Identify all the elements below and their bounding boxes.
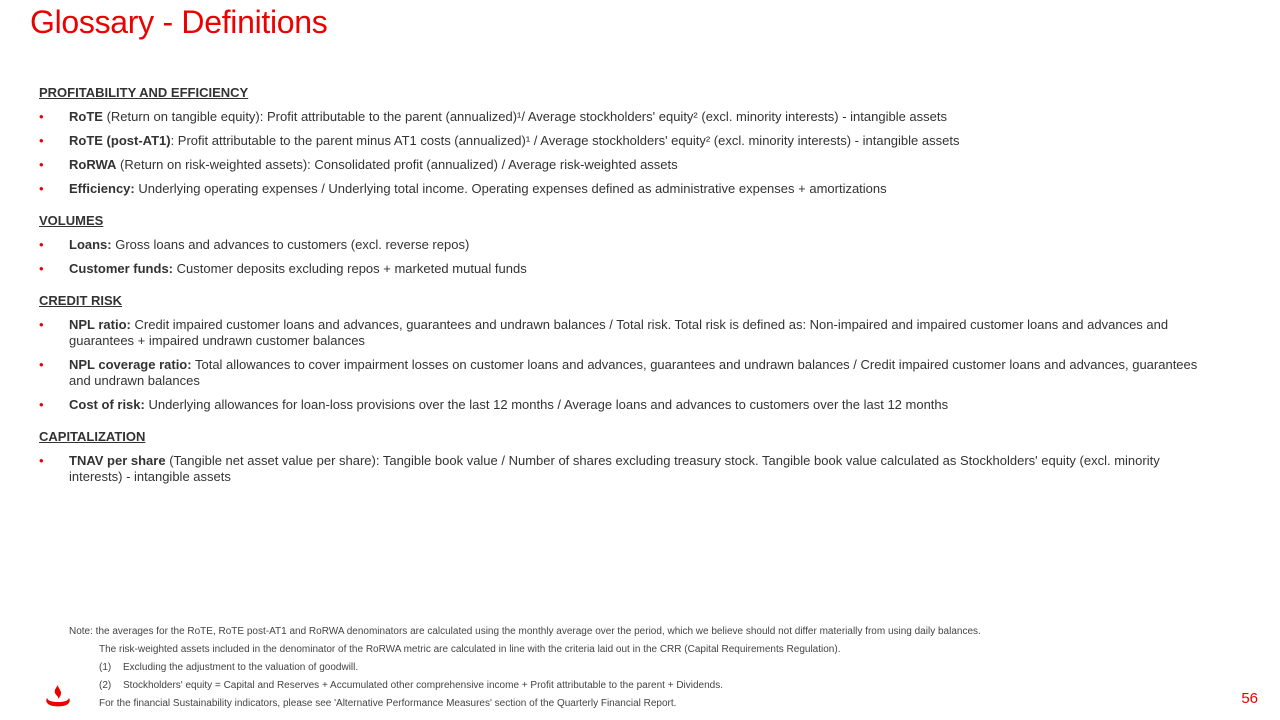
term: NPL ratio: [69,317,131,332]
term: RoTE (post-AT1) [69,133,171,148]
santander-flame-icon [44,684,72,708]
definition: Underlying allowances for loan-loss provisions over the last 12 months / Average loans and advances to customers over the last 12 months [144,397,949,412]
definition: Total allowances to cover impairment losses on customer loans and advances, guarantees and undrawn balances / Credit impaired customer loans and advances, guarantees and undrawn balances [69,357,1198,388]
bullet-icon: • [39,109,44,124]
section-profitability [39,85,1209,197]
section-heading: CAPITALIZATION [39,429,146,444]
footnote-text: Excluding the adjustment to the valuation of goodwill. [123,662,359,673]
footnote-number: (1) [99,662,112,673]
list-item [39,133,1209,149]
note-averages: Note: the averages for the RoTE, RoTE post-AT1 and RoRWA denominators are calculated using the monthly average over the period, which we believe should not differ materially from using daily balances. [69,626,981,637]
term: NPL coverage ratio: [69,357,192,372]
definition: Customer deposits excluding repos + marketed mutual funds [173,261,527,276]
bullet-icon: • [39,157,44,172]
term: RoRWA [69,157,117,172]
section-volumes [39,213,1209,277]
page-number: 56 [1241,690,1258,707]
term: Cost of risk: [69,397,145,412]
bullet-icon: • [39,397,44,412]
section-heading: PROFITABILITY AND EFFICIENCY [39,85,249,100]
section-heading: CREDIT RISK [39,293,123,308]
note-rwa: The risk-weighted assets included in the denominator of the RoRWA metric are calculated in line with the criteria laid out in the CRR (Capital Requirements Regulation). [99,644,841,655]
bullet-icon: • [39,261,44,276]
term: Efficiency: [69,181,135,196]
note-sustainability: For the financial Sustainability indicators, please see 'Alternative Performance Measures' section of the Quarterly Financial Report. [99,698,677,709]
bullet-icon: • [39,317,44,332]
list-item [39,357,1209,389]
list-item [39,317,1209,349]
page-title: Glossary - Definitions [30,4,328,40]
definition: : Profit attributable to the parent minus AT1 costs (annualized)¹ / Average stockholders' equity² (excl. minority interests) - intangible assets [170,133,960,148]
definition: Gross loans and advances to customers (excl. reverse repos) [111,237,470,252]
section-heading: VOLUMES [39,213,104,228]
list-item [39,397,1209,413]
list-item [39,237,1209,253]
footnote-2 [69,677,1219,695]
bullet-icon: • [39,181,44,196]
list-item [39,453,1209,485]
list-item [39,157,1209,173]
definition: Credit impaired customer loans and advances, guarantees and undrawn balances / Total risk. Total risk is defined as: Non-impaired and impaired customer loans and advances and guarantees + impaired undrawn customer balances [69,317,1169,348]
footnote-1 [69,659,1219,677]
list-item [39,261,1209,277]
term: Loans: [69,237,112,252]
term: Customer funds: [69,261,173,276]
term: TNAV per share [69,453,166,468]
bullet-icon: • [39,357,44,372]
bullet-icon: • [39,133,44,148]
glossary-content [39,85,1209,501]
definition: (Return on risk-weighted assets): Consolidated profit (annualized) / Average risk-weighted assets [116,157,678,172]
footnotes [69,623,1219,713]
list-item [39,109,1209,125]
definition: (Return on tangible equity): Profit attributable to the parent (annualized)¹/ Average stockholders' equity² (excl. minority interests) - intangible assets [102,109,948,124]
term: RoTE [69,109,103,124]
bullet-icon: • [39,237,44,252]
definition: (Tangible net asset value per share): Tangible book value / Number of shares excluding treasury stock. Tangible book value calculated as Stockholders' equity (excl. minority interests) - intangible assets [69,453,1160,484]
section-capitalization [39,429,1209,485]
definition: Underlying operating expenses / Underlying total income. Operating expenses defined as administrative expenses + amortizations [134,181,887,196]
footnote-number: (2) [99,680,112,691]
list-item [39,181,1209,197]
bullet-icon: • [39,453,44,468]
section-credit-risk [39,293,1209,413]
footnote-text: Stockholders' equity = Capital and Reserves + Accumulated other comprehensive income + Profit attributable to the parent + Dividends. [123,680,724,691]
